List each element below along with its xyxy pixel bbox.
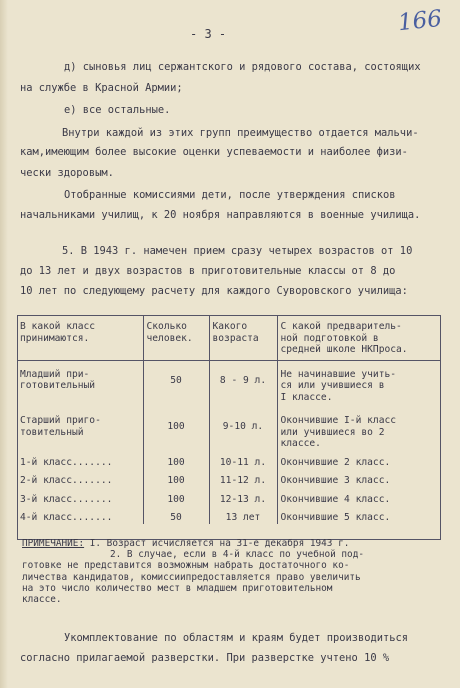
cell-count: 100 <box>143 487 209 506</box>
table-row <box>17 468 441 487</box>
cell-count: 100 <box>143 450 209 469</box>
cell-age: 9-10 л. <box>209 403 277 450</box>
text-line: Внутри каждой из этих групп преимущество отдается мальчи- <box>62 127 419 139</box>
cell-age: 11-12 л. <box>209 468 277 487</box>
table-row <box>17 487 441 506</box>
note-line: готовке не представится возможным набрать достаточного ко- <box>22 560 350 572</box>
cell-count: 50 <box>143 360 209 403</box>
cell-preparation: Не начинавшие учить- ся или учившиеся в I классе. <box>280 368 397 403</box>
cell-preparation: Окончившие I-й класс или учившиеся во 2 классе. <box>280 415 397 449</box>
table-row <box>17 360 441 403</box>
archive-page-number: 166 <box>396 5 444 37</box>
text-line: согласно прилагаемой разверстки. При разверстке учтено 10 % <box>20 652 390 664</box>
table-row <box>17 450 441 469</box>
cell-class: Младший при- готовительный <box>17 360 143 403</box>
text-line: 10 лет по следующему расчету для каждого Суворовского училища: <box>20 285 408 297</box>
text-line: Отобранные комиссиями дети, после утверждения списков <box>64 189 396 201</box>
text-line: 5. В 1943 г. намечен прием сразу четырех возрастов от 10 <box>62 245 413 257</box>
cell-preparation: Окончившие 5 класс. <box>280 512 391 523</box>
cell-age: 8 - 9 л. <box>209 360 277 403</box>
note-line: I. Возраст исчисляется на 31-е декабря 1943 г. <box>84 538 350 549</box>
text-line: на службе в Красной Армии; <box>20 82 183 94</box>
cell-preparation: Окончившие 4 класс. <box>280 493 391 505</box>
note-line: на это число количество мест в младшем приготовительном <box>22 582 333 594</box>
text-line: Укомплектование по областям и краям будет производиться <box>64 632 409 644</box>
text-line: начальниками училищ, к 20 ноября направляются в военные училища. <box>20 209 421 221</box>
text-line: кам,имеющим более высокие оценки успеваемости и наиболее физи- <box>20 146 408 158</box>
page-edge-shadow <box>0 0 8 688</box>
header-count: Сколько человек. <box>143 315 209 360</box>
text-line: е) все остальные. <box>64 104 171 116</box>
page-number: - 3 - <box>190 27 227 41</box>
cell-count: 100 <box>143 468 209 487</box>
note-line: классе. <box>22 594 62 606</box>
cell-class: 3-й класс....... <box>17 487 143 506</box>
note-line: 2. В случае, если в 4-й класс по учебной под- <box>110 549 364 561</box>
text-line: чески здоровым. <box>20 167 114 179</box>
table-header-row <box>17 315 441 360</box>
cell-class: Старший приго- товительный <box>17 403 143 450</box>
cell-class: 4-й класс....... <box>17 505 143 524</box>
cell-preparation: Окончившие 2 класс. <box>280 456 391 468</box>
note-label: ПРИМЕЧАНИЕ: <box>22 538 85 549</box>
text-line: до 13 лет и двух возрастов в приготовительные классы от 8 до <box>20 265 396 277</box>
cell-age: 10-11 л. <box>209 450 277 469</box>
header-age: Какого возраста <box>209 315 277 360</box>
cell-age: 12-13 л. <box>209 487 277 506</box>
note-line: личества кандидатов, комиссиипредоставляется право увеличить <box>22 571 361 583</box>
cell-class: 2-й класс....... <box>17 468 143 487</box>
table-row <box>17 403 441 450</box>
table-note <box>22 538 442 605</box>
cell-count: 50 <box>143 505 209 524</box>
table-row <box>17 505 441 524</box>
text-line: д) сыновья лиц сержантского и рядового состава, состоящих <box>64 61 421 73</box>
cell-age: 13 лет <box>209 505 277 524</box>
header-preparation: С какой предваритель- ной подготовкой в средней школе НКПроса. <box>277 315 441 360</box>
admission-table <box>17 315 441 524</box>
cell-class: 1-й класс....... <box>17 450 143 469</box>
header-class: В какой класс принимаются. <box>17 315 143 360</box>
cell-count: 100 <box>143 403 209 450</box>
cell-preparation: Окончившие 3 класс. <box>280 475 391 486</box>
